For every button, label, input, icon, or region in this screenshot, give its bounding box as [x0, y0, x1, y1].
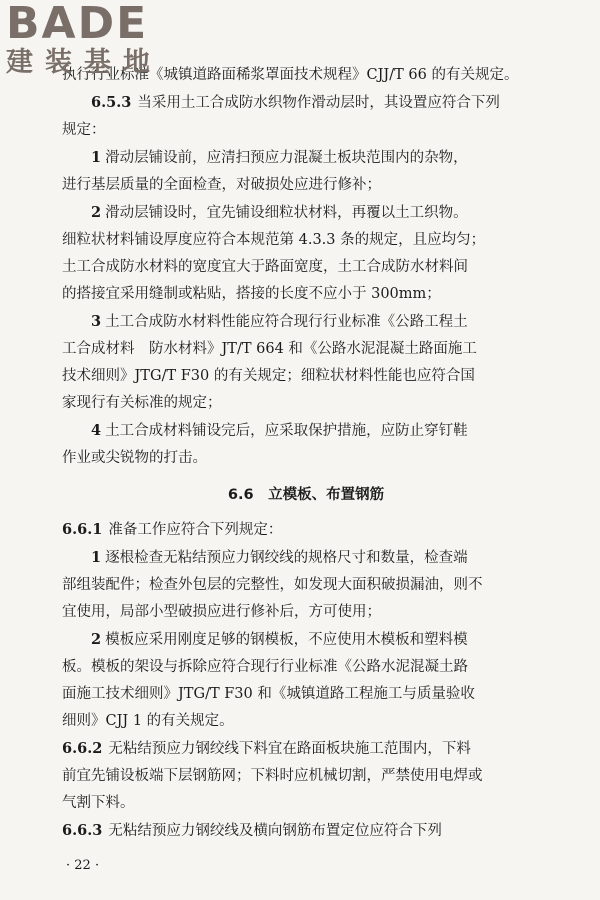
text-line: 的搭接宜采用缝制或粘贴，搭接的长度不应小于 300mm；: [62, 286, 441, 302]
text-line: 作业或尖锐物的打击。: [62, 450, 207, 466]
page-number: · 22 ·: [66, 858, 100, 873]
text-line: 部组装配件；检查外包层的完整性，如发现大面积破损漏油，则不: [62, 577, 483, 593]
item-number: 2: [91, 631, 102, 648]
item-number: 1: [91, 149, 102, 166]
text-line: 工合成材料 防水材料》JT/T 664 和《公路水泥混凝土路面施工: [62, 341, 477, 357]
item-number: 2: [91, 204, 102, 221]
text-line: 规定：: [62, 122, 106, 138]
watermark-brand: BADE: [6, 0, 149, 49]
list-item: 3 土工合成防水材料性能应符合现行行业标准《公路工程土: [91, 313, 468, 330]
clause-6-5-3: 6.5.3 当采用土工合成防水织物作滑动层时，其设置应符合下列: [91, 94, 500, 111]
text-line: 细粒状材料铺设厚度应符合本规范第 4.3.3 条的规定，且应均匀；: [62, 232, 486, 248]
list-item: 1 滑动层铺设前，应清扫预应力混凝土板块范围内的杂物，: [91, 149, 468, 166]
text-line: 前宜先铺设板端下层钢筋网；下料时应机械切割，严禁使用电焊或: [62, 768, 483, 784]
item-number: 4: [91, 422, 102, 439]
clause-number: 6.5.3: [91, 94, 132, 111]
text-line: 面施工技术细则》JTG/T F30 和《城镇道路工程施工与质量验收: [62, 686, 475, 702]
clause-6-6-2: 6.6.2 无粘结预应力钢绞线下料宜在路面板块施工范围内，下料: [62, 740, 471, 757]
list-item: 1 逐根检查无粘结预应力钢绞线的规格尺寸和数量，检查端: [91, 549, 468, 566]
text-line: 技术细则》JTG/T F30 的有关规定；细粒状材料性能也应符合国: [62, 368, 475, 384]
clause-number: 6.6.2: [62, 740, 103, 757]
text-line: 家现行有关标准的规定；: [62, 395, 222, 411]
document-page: [62, 62, 550, 845]
clause-number: 6.6.3: [62, 822, 103, 839]
section-title: 6.6 立模板、布置钢筋: [227, 487, 385, 503]
list-item: 4 土工合成材料铺设完后，应采取保护措施，应防止穿钉鞋: [91, 422, 468, 439]
clause-6-6-3: 6.6.3 无粘结预应力钢绞线及横向钢筋布置定位应符合下列: [62, 822, 442, 839]
clause-6-6-1: 6.6.1 准备工作应符合下列规定：: [62, 521, 283, 538]
text-line: 土工合成防水材料的宽度宜大于路面宽度，土工合成防水材料间: [62, 259, 468, 275]
clause-number: 6.6.1: [62, 521, 103, 538]
watermark-logo: [6, 2, 162, 78]
text-line: 宜使用，局部小型破损应进行修补后，方可使用；: [62, 604, 381, 620]
text-line: 气割下料。: [62, 795, 135, 811]
text-line: 细则》CJJ 1 的有关规定。: [62, 713, 234, 729]
list-item: 2 滑动层铺设时，宜先铺设细粒状材料，再覆以土工织物。: [91, 204, 468, 221]
list-item: 2 模板应采用刚度足够的钢模板，不应使用木模板和塑料模: [91, 631, 468, 648]
watermark-subtitle: 建装基地: [6, 47, 162, 78]
item-number: 3: [91, 313, 102, 330]
text-line: 板。模板的架设与拆除应符合现行行业标准《公路水泥混凝土路: [62, 659, 468, 675]
item-number: 1: [91, 549, 102, 566]
text-line: 执行行业标准《城镇道路面稀浆罩面技术规程》CJJ/T 66 的有关规定。: [62, 67, 519, 83]
text-line: 进行基层质量的全面检查，对破损处应进行修补；: [62, 177, 381, 193]
